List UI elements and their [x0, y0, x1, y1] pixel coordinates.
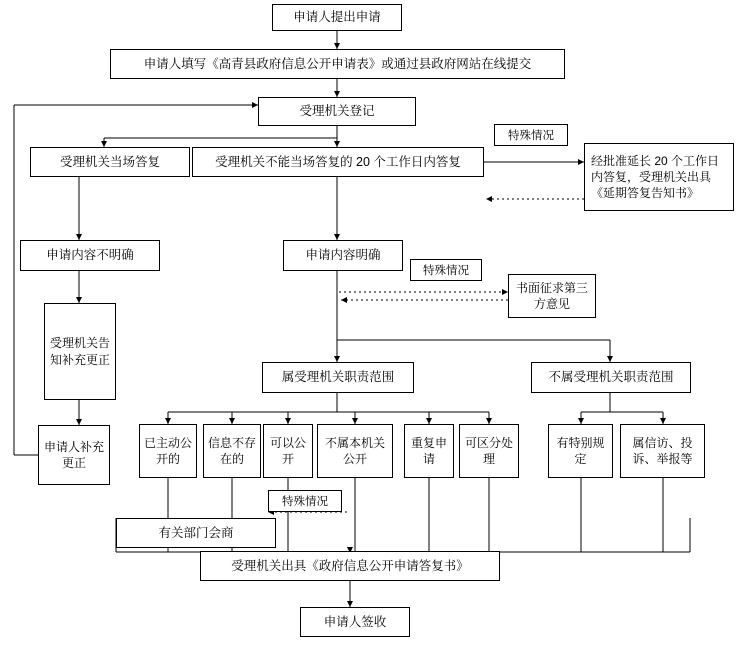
node-applicant-supplement[interactable]: 申请人补充更正 — [38, 425, 110, 485]
node-answer-20-days[interactable]: 受理机关不能当场答复的 20 个工作日内答复 — [192, 147, 484, 177]
node-already-public[interactable]: 已主动公开的 — [139, 424, 197, 478]
node-third-party-opinion[interactable]: 书面征求第三方意见 — [508, 274, 596, 318]
node-issue-reply[interactable]: 受理机关出具《政府信息公开申请答复书》 — [200, 551, 500, 581]
node-within-duty[interactable]: 属受理机关职责范围 — [262, 362, 414, 393]
node-fill-form[interactable]: 申请人填写《高青县政府信息公开申请表》或通过县政府网站在线提交 — [110, 49, 565, 79]
node-answer-onsite[interactable]: 受理机关当场答复 — [30, 147, 190, 177]
note-special-case-1: 特殊情况 — [494, 124, 568, 146]
note-special-case-3: 特殊情况 — [268, 490, 342, 512]
node-not-exist[interactable]: 信息不存在的 — [203, 424, 261, 478]
node-applicant-submits[interactable]: 申请人提出申请 — [272, 4, 402, 31]
node-departments-consult[interactable]: 有关部门会商 — [116, 518, 276, 548]
node-duplicate-request[interactable]: 重复申请 — [404, 424, 454, 478]
node-special-rule[interactable]: 有特别规定 — [548, 424, 613, 478]
node-outside-duty[interactable]: 不属受理机关职责范围 — [531, 362, 691, 393]
node-petition-complaint[interactable]: 属信访、投诉、举报等 — [620, 424, 705, 478]
node-applicant-receipt[interactable]: 申请人签收 — [300, 607, 410, 637]
node-separable-handling[interactable]: 可区分处理 — [459, 424, 519, 478]
node-request-unclear[interactable]: 申请内容不明确 — [20, 240, 160, 271]
node-can-disclose[interactable]: 可以公开 — [263, 424, 313, 478]
node-agency-register[interactable]: 受理机关登记 — [258, 97, 416, 126]
node-not-this-agency[interactable]: 不属本机关公开 — [317, 424, 393, 478]
node-extend-20-days[interactable]: 经批准延长 20 个工作日内答复，受理机关出具《延期答复告知书》 — [584, 143, 734, 211]
node-request-clear[interactable]: 申请内容明确 — [283, 240, 403, 271]
node-notify-supplement[interactable]: 受理机关告知补充更正 — [44, 303, 116, 400]
note-special-case-2: 特殊情况 — [410, 259, 482, 281]
